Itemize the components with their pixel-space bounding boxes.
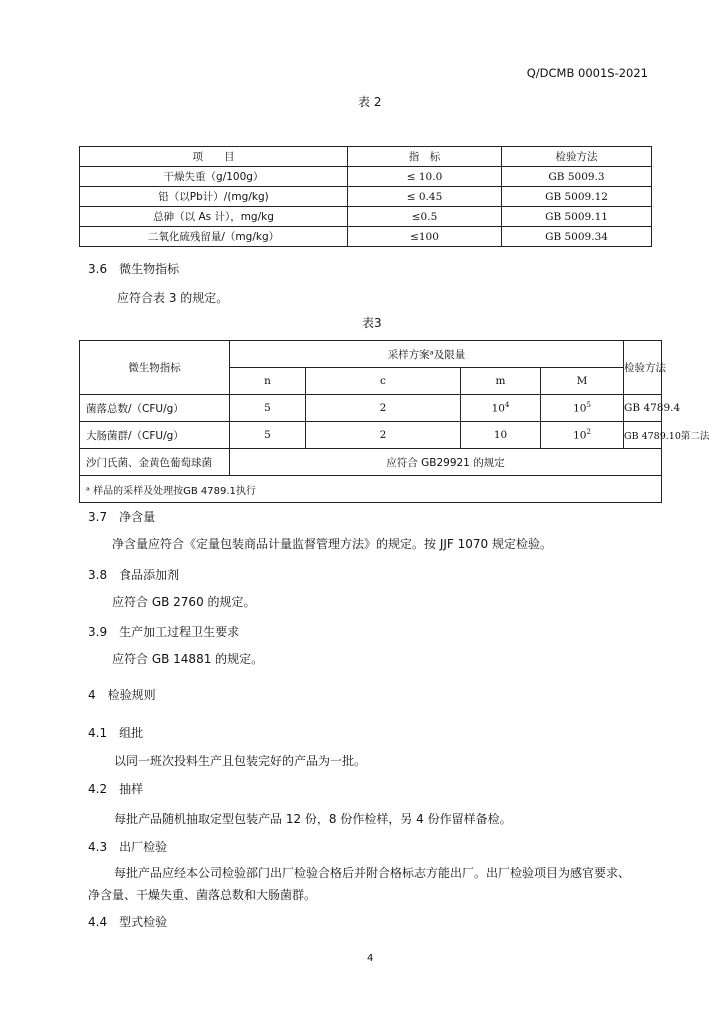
section-4-3-text-line1: 每批产品应经本公司检验部门出厂检验合格后并附合格标志方能出厂。出厂检验项目为感官要求、 xyxy=(114,866,631,880)
subheader-M: M xyxy=(541,368,624,395)
header-item: 项 目 xyxy=(80,147,348,167)
item-cell: 二氧化硫残留量/（mg/kg） xyxy=(80,227,348,247)
table-row xyxy=(80,449,662,476)
section-4-1-text: 以同一班次投料生产且包装完好的产品为一批。 xyxy=(114,754,367,768)
section-3-8-text: 应符合 GB 2760 的规定。 xyxy=(112,595,256,609)
method-cell: GB 5009.3 xyxy=(502,167,652,187)
item-cell: 大肠菌群/（CFU/g） xyxy=(80,422,230,449)
section-3-7-heading: 3.7 净含量 xyxy=(88,510,156,524)
section-4-1-heading: 4.1 组批 xyxy=(88,726,144,740)
m-base: 10 xyxy=(491,402,505,415)
header-method: 检验方法 xyxy=(502,147,652,167)
header-method: 检验方法 xyxy=(624,341,662,395)
subheader-n: n xyxy=(230,368,306,395)
table-row xyxy=(80,167,652,187)
subheader-c: c xyxy=(306,368,461,395)
section-4-heading: 4 检验规则 xyxy=(88,688,156,702)
item-cell: 菌落总数/（CFU/g） xyxy=(80,395,230,422)
limit-cell: ≤100 xyxy=(348,227,502,247)
method-cell: GB 4789.10第二法 xyxy=(624,422,662,449)
M-base: 10 xyxy=(573,402,587,415)
item-cell: 沙门氏菌、金黄色葡萄球菌 xyxy=(80,449,230,476)
method-cell: GB 5009.34 xyxy=(502,227,652,247)
subheader-m: m xyxy=(461,368,541,395)
table-row xyxy=(80,227,652,247)
table-header-row xyxy=(80,341,662,368)
M-cell xyxy=(541,395,624,422)
section-3-7-text: 净含量应符合《定量包装商品计量监督管理方法》的规定。按 JJF 1070 规定检验。 xyxy=(112,537,552,551)
limit-cell: ≤ 10.0 xyxy=(348,167,502,187)
section-3-9-text: 应符合 GB 14881 的规定。 xyxy=(112,652,264,666)
method-cell: GB 5009.11 xyxy=(502,207,652,227)
n-cell: 5 xyxy=(230,422,306,449)
section-3-6-heading: 3.6 微生物指标 xyxy=(88,262,180,276)
header-item: 微生物指标 xyxy=(80,341,230,395)
section-4-4-heading: 4.4 型式检验 xyxy=(88,915,168,929)
m-exponent: 4 xyxy=(504,401,510,410)
section-4-3-heading: 4.3 出厂检验 xyxy=(88,840,168,854)
table-3 xyxy=(79,340,710,503)
limit-cell: ≤ 0.45 xyxy=(348,187,502,207)
table-row xyxy=(80,422,662,449)
page-number: 4 xyxy=(367,953,374,964)
table-row xyxy=(80,187,652,207)
document-code: Q/DCMB 0001S-2021 xyxy=(526,66,648,80)
merged-requirement-cell: 应符合 GB29921 的规定 xyxy=(230,449,662,476)
table-row xyxy=(80,207,652,227)
M-exponent: 2 xyxy=(586,428,591,437)
table-row xyxy=(80,395,662,422)
table-note-row xyxy=(80,476,662,503)
item-cell: 干燥失重（g/100g） xyxy=(80,167,348,187)
method-cell: GB 5009.12 xyxy=(502,187,652,207)
M-base: 10 xyxy=(573,429,587,442)
section-4-2-text: 每批产品随机抽取定型包装产品 12 份，8 份作检样，另 4 份作留样备检。 xyxy=(114,812,512,826)
method-cell: GB 4789.4 xyxy=(624,395,662,422)
section-3-8-heading: 3.8 食品添加剂 xyxy=(88,568,180,582)
section-4-3-text-line2: 净含量、干燥失重、菌落总数和大肠菌群。 xyxy=(88,888,317,902)
c-cell: 2 xyxy=(306,422,461,449)
table-2 xyxy=(79,146,652,247)
M-exponent: 5 xyxy=(586,401,591,410)
table3-caption: 表3 xyxy=(362,316,382,330)
n-cell: 5 xyxy=(230,395,306,422)
section-3-6-text: 应符合表 3 的规定。 xyxy=(117,291,229,305)
header-sampling-plan: 采样方案ᵃ及限量 xyxy=(230,341,624,368)
table-note: ᵃ 样品的采样及处理按GB 4789.1执行 xyxy=(80,476,662,503)
m-cell: 10 xyxy=(461,422,541,449)
limit-cell: ≤0.5 xyxy=(348,207,502,227)
item-cell: 铅（以Pb计）/(mg/kg) xyxy=(80,187,348,207)
M-cell xyxy=(541,422,624,449)
section-3-9-heading: 3.9 生产加工过程卫生要求 xyxy=(88,625,240,639)
item-cell: 总砷（以 As 计），mg/kg xyxy=(80,207,348,227)
table-header-row xyxy=(80,147,652,167)
header-limit: 指 标 xyxy=(348,147,502,167)
table2-caption: 表 2 xyxy=(358,95,382,109)
m-cell xyxy=(461,395,541,422)
section-4-2-heading: 4.2 抽样 xyxy=(88,782,144,796)
c-cell: 2 xyxy=(306,395,461,422)
